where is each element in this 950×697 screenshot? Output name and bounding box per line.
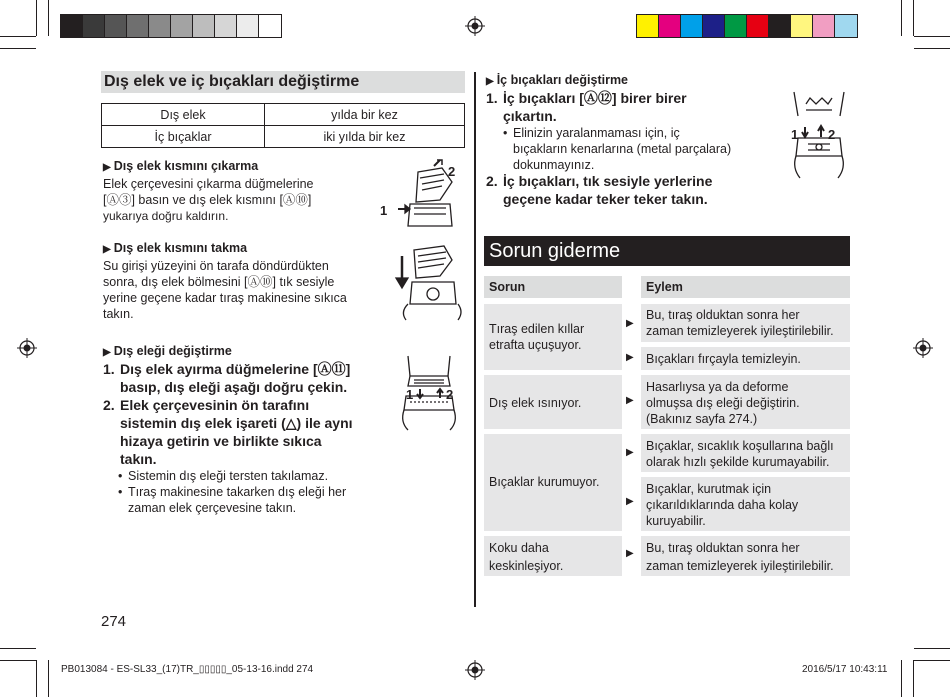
text-line: Hasarlıysa ya da deforme [646,380,789,394]
grayscale-bar [60,14,282,38]
inner-step-1 [486,89,746,125]
replace-step-2 [103,396,373,468]
text-line: Tıraş edilen kıllar [489,322,585,336]
heading-text: Dış eleği değiştirme [113,344,232,358]
step-number: 1. [486,90,498,106]
text-line: yukarıya doğru kaldırın. [103,209,229,223]
step-number: 2. [103,397,115,413]
footer-filename: PB013084 - ES-SL33_(17)TR_▯▯▯▯▯_05-13-16.indd 274 [61,664,314,675]
text-line: basıp, dış eleği aşağı doğru çekin. [120,379,348,395]
text-line: etrafta uçuşuyor. [489,338,582,352]
step-number: 2. [486,173,498,189]
text-line: çıkartın. [503,108,557,124]
table-row [102,104,465,126]
text-line: geçene kadar teker teker takın. [503,191,708,207]
heading-text: İç bıçakları değiştirme [496,73,629,87]
table-cell: iki yılda bir kez [265,126,465,148]
page-number: 274 [101,613,127,630]
text-line: hizaya getirin ve birlikte sıkıca [120,433,322,449]
arrow-right-icon: ▶ [626,352,634,363]
arrow-right-icon: ▶ [626,548,634,559]
heading-text: Dış elek kısmını çıkarma [113,159,259,173]
text-line: Elek çerçevesinin ön tarafını [120,397,310,413]
crop-mark [901,660,902,697]
color-swatch [725,15,747,37]
figure-label: 2 [446,387,454,402]
text-line: Elinizin yaralanmaması için, iç [513,126,680,140]
bullet-dot: • [118,485,123,499]
crop-mark [0,36,36,37]
color-swatch [127,15,149,37]
color-swatch [61,15,83,37]
text-line: bıçakların kenarlarına (metal parçalara) [513,142,732,156]
text-line: İç bıçakları [Ⓐ⑫] birer birer [503,90,687,106]
crop-mark [913,660,914,697]
inner-bullet [503,125,753,173]
registration-mark-icon [465,660,485,680]
color-swatch [171,15,193,37]
text-line: (Bakınız sayfa 274.) [646,412,758,426]
registration-mark-icon [17,338,37,358]
remove-instructions [103,176,314,224]
text-line: takın. [120,451,157,467]
heading-text: Dış elek kısmını takma [113,241,248,255]
color-swatch [791,15,813,37]
attach-instructions [103,258,347,322]
action-cell [641,536,850,576]
bullet-dot: • [503,126,508,140]
text-line: [Ⓐ③] basın ve dış elek kısmını [Ⓐ⑩] [103,193,312,207]
inner-step-2 [486,172,746,208]
text-line: Dış elek ayırma düğmelerine [Ⓐ⑪] [120,361,351,377]
arrow-right-icon: ▶ [626,395,634,406]
troubleshooting-title: Sorun giderme [484,236,850,266]
crop-mark [48,0,49,36]
remove-heading [103,159,258,173]
color-swatch [83,15,105,37]
action-cell [641,477,850,531]
crop-mark [0,48,36,49]
text-line: çıkarıldıklarında daha kolay [646,498,799,512]
text-line: Tıraş makinesine takarken dış eleği her [128,485,347,499]
replace-step-1 [103,360,373,396]
crop-mark [36,660,37,697]
text-line: takın. [103,307,134,321]
text-line: olmuşsa dış eleği değiştirin. [646,396,800,410]
text-line: zaman temizleyerek iyileştirilebilir. [646,559,834,573]
footer-timestamp: 2016/5/17 10:43:11 [802,664,888,675]
table-cell: Dış elek [102,104,265,126]
inner-blade-heading [486,73,628,87]
attach-heading [103,241,247,255]
crop-mark [901,0,902,36]
figure-label: 1 [380,203,388,218]
text-line: Su girişi yüzeyini ön tarafa döndürdükten [103,259,329,273]
text-line: zaman temizleyerek iyileştirilebilir. [646,324,834,338]
crop-mark [914,648,950,649]
text-line: Bu, tıraş olduktan sonra her [646,541,800,555]
registration-mark-icon [465,16,485,36]
text-line: İç bıçakları, tık sesiyle yerlerine [503,173,713,189]
text-line: dokunmayınız. [513,158,595,172]
arrow-right-icon: ▶ [626,318,634,329]
color-swatch [835,15,857,37]
registration-mark-icon [913,338,933,358]
table-cell: yılda bir kez [265,104,465,126]
text-line: Bıçaklar kurumuyor. [489,475,600,489]
action-cell [641,304,850,342]
replace-bullet-2 [118,484,378,516]
crop-mark [914,660,950,661]
text-line: Sistemin dış eleği tersten takılamaz. [128,469,329,483]
text-line: Bıçakları fırçayla temizleyin. [646,352,801,366]
text-line: Koku daha [489,541,549,555]
crop-mark [0,648,36,649]
column-header-problem: Sorun [484,276,622,298]
arrow-right-icon: ▶ [626,496,634,507]
figure-label: 2 [448,164,456,179]
action-cell [641,347,850,370]
crop-mark [36,0,37,36]
triangle-bullet-icon: ▶ [103,244,111,255]
problem-cell [484,434,622,531]
triangle-bullet-icon: ▶ [486,76,494,87]
text-line: zaman elek çerçevesine takın. [128,501,297,515]
color-swatch [237,15,259,37]
bullet-dot: • [118,469,123,483]
arrow-right-icon: ▶ [626,447,634,458]
replace-foil-illustration [396,356,462,432]
text-line: sistemin dış elek işareti (△) ile aynı [120,415,353,431]
crop-mark [0,660,36,661]
text-line: Bıçaklar, sıcaklık koşullarına bağlı [646,439,834,453]
color-swatch [259,15,281,37]
text-line: kuruyabilir. [646,514,706,528]
text-line: keskinleşiyor. [489,559,564,573]
color-swatch [193,15,215,37]
remove-foil-illustration [380,160,465,230]
text-line: sonra, dış elek bölmesini [Ⓐ⑩] tık sesiyle [103,275,335,289]
column-header-action: Eylem [641,276,850,298]
text-line: Bu, tıraş olduktan sonra her [646,308,800,322]
replace-heading [103,344,232,358]
crop-mark [48,660,49,697]
color-swatch [703,15,725,37]
color-swatch [681,15,703,37]
crop-mark [913,0,914,36]
problem-cell [484,536,622,576]
crop-mark [914,48,950,49]
color-swatch [215,15,237,37]
color-swatch [813,15,835,37]
figure-label: 1 [791,127,799,142]
action-cell [641,434,850,472]
step-number: 1. [103,361,115,377]
problem-cell [484,304,622,370]
replacement-frequency-table [101,103,465,148]
attach-foil-illustration [388,242,463,322]
text-line: olarak hızlı şekilde kurumayabilir. [646,455,830,469]
text-line: Bıçaklar, kurutmak için [646,482,772,496]
action-cell [641,375,850,429]
triangle-bullet-icon: ▶ [103,347,111,358]
color-swatch [747,15,769,37]
color-swatch [769,15,791,37]
text-line: Dış elek ısınıyor. [489,396,582,410]
text-line: yerine geçene kadar tıraş makinesine sıkıca [103,291,347,305]
color-swatch [149,15,171,37]
crop-mark [914,36,950,37]
color-swatch [637,15,659,37]
text-line: Elek çerçevesini çıkarma düğmelerine [103,177,314,191]
figure-label: 1 [406,387,414,402]
problem-cell [484,375,622,429]
table-cell: İç bıçaklar [102,126,265,148]
color-bar [636,14,858,38]
inner-blade-illustration [788,90,850,180]
figure-label: 2 [828,127,836,142]
color-swatch [659,15,681,37]
column-divider [474,72,476,607]
triangle-bullet-icon: ▶ [103,162,111,173]
replace-bullet-1 [118,468,378,484]
table-row [102,126,465,148]
color-swatch [105,15,127,37]
section-title: Dış elek ve iç bıçakları değiştirme [101,71,465,93]
